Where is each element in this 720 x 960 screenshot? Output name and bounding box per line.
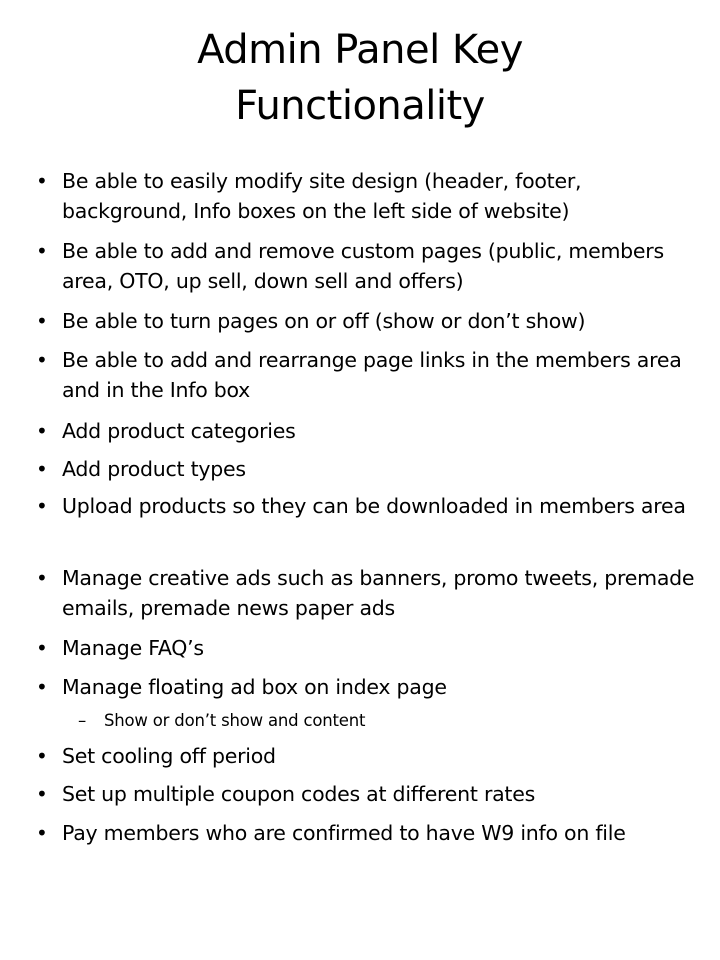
bullet-item [36,672,702,702]
bullet-icon: • [36,309,48,333]
bullet-item [36,491,702,521]
bullet-text: Be able to easily modify site design (header, footer, background, Info boxes on the left side of website) [62,169,582,223]
bullet-item [36,779,702,809]
bullet-text: Be able to add and remove custom pages (public, members area, OTO, up sell, down sell and offers) [62,239,664,293]
bullet-icon: • [36,348,48,372]
bullet-icon: • [36,239,48,263]
bullet-text: Manage FAQ’s [62,636,204,660]
bullet-item [36,166,702,226]
bullet-text: Be able to turn pages on or off (show or don’t show) [62,309,586,333]
bullet-item [36,633,702,663]
bullet-item [36,306,702,336]
bullet-item [36,236,702,296]
bullet-icon: • [36,169,48,193]
bullet-icon: • [36,821,48,845]
bullet-item [36,416,702,446]
bullet-text: Set up multiple coupon codes at different rates [62,782,536,806]
bullet-text: Upload products so they can be downloaded in members area [62,494,686,518]
bullet-icon: • [36,782,48,806]
bullet-item [36,741,702,771]
bullet-icon: • [36,494,48,518]
bullet-item [36,563,702,623]
sub-bullet-item [78,710,664,732]
bullet-icon: • [36,636,48,660]
bullet-text: Add product types [62,457,246,481]
bullet-item [36,345,702,405]
bullet-icon: • [36,419,48,443]
bullet-text: Manage floating ad box on index page [62,675,447,699]
slide-title-line-1: Admin Panel Key [197,27,523,73]
bullet-item [36,818,702,848]
slide-title-line-2: Functionality [235,83,485,129]
bullet-text: Add product categories [62,419,296,443]
dash-icon: – [78,711,87,730]
bullet-icon: • [36,457,48,481]
bullet-text: Set cooling off period [62,744,276,768]
bullet-icon: • [36,744,48,768]
bullet-text: Manage creative ads such as banners, promo tweets, premade emails, premade news paper ads [62,566,695,620]
bullet-text: Pay members who are confirmed to have W9 info on file [62,821,626,845]
bullet-icon: • [36,675,48,699]
bullet-icon: • [36,566,48,590]
sub-bullet-text: Show or don’t show and content [104,711,366,730]
bullet-text: Be able to add and rearrange page links in the members area and in the Info box [62,348,682,402]
bullet-item [36,454,702,484]
